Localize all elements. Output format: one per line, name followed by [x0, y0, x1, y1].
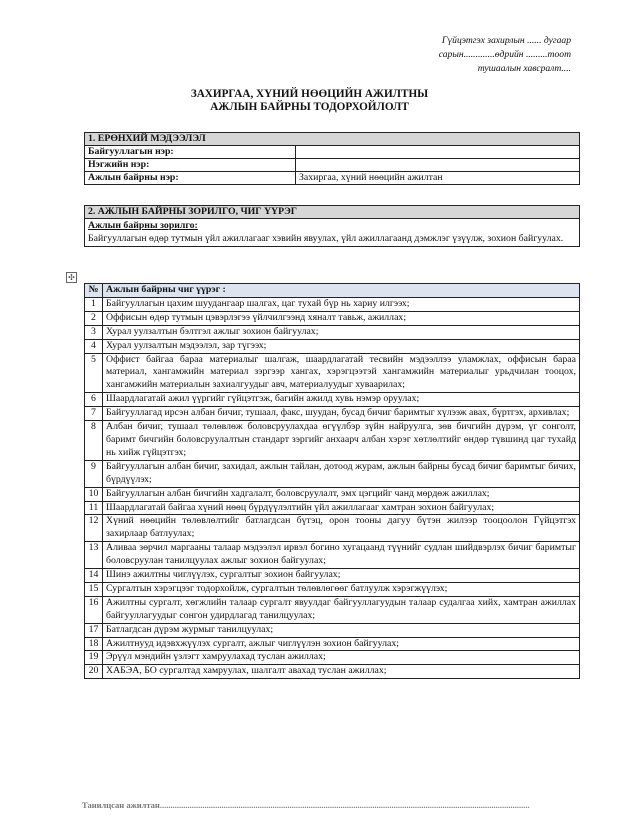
table-row	[85, 421, 580, 461]
acknowledged-employee-line: Танилцсан ажилтан..............................................................................................................................................................................	[82, 800, 530, 810]
duty-number: 20	[85, 665, 103, 679]
table-row	[85, 515, 580, 542]
purpose-section-heading: 2. АЖЛЫН БАЙРНЫ ЗОРИЛГО, ЧИГ ҮҮРЭГ	[85, 206, 580, 219]
organization-name-value[interactable]	[296, 146, 580, 159]
table-row	[85, 582, 580, 596]
purpose-cell	[85, 219, 580, 247]
table-row	[85, 665, 580, 679]
duty-number: 15	[85, 582, 103, 596]
approval-line-3: тушаалын хавсралт....	[477, 63, 571, 74]
table-row	[85, 637, 580, 651]
table-row	[85, 407, 580, 421]
approval-line-2: сарын.............өдрийн .........тоот	[438, 49, 571, 60]
table-row	[85, 339, 580, 353]
duty-text: ХАБЭА, БО сургалтад хамруулах, шалгалт авахад туслан ажиллах;	[103, 665, 580, 679]
duty-number: 4	[85, 339, 103, 353]
table-row	[85, 325, 580, 339]
document-title-line-2: АЖЛЫН БАЙРНЫ ТОДОРХОЙЛОЛТ	[210, 101, 409, 113]
table-row	[85, 542, 580, 569]
duty-number: 17	[85, 623, 103, 637]
duty-number: 19	[85, 651, 103, 665]
duty-number: 16	[85, 596, 103, 623]
duty-text: Байгууллагын цахим шуудангаар шалгах, цаг тухай бүр нь хариу илгээх;	[103, 297, 580, 311]
duties-header-number: №	[85, 284, 103, 298]
duty-text: Хурал уулзалтын бэлтгэл ажлыг зохион байгуулах;	[103, 325, 580, 339]
duty-text: Байгууллагын албан бичгийн хадгалалт, боловсруулалт, эмх цэгцийг чанд мөрдөж ажиллах;	[103, 487, 580, 501]
organization-name-label: Байгууллагын нэр:	[85, 146, 296, 159]
document-title	[0, 88, 619, 114]
table-row	[85, 311, 580, 325]
duty-number: 2	[85, 311, 103, 325]
duty-text: Байгууллагад ирсэн албан бичиг, тушаал, факс, шуудан, бусад бичиг баримтыг хүлээж авах, бүртгэх, архивлах;	[103, 407, 580, 421]
duty-text: Эрүүл мэндийн үзлэгт хамруулахад туслан ажиллах;	[103, 651, 580, 665]
table-row	[85, 569, 580, 583]
duty-text: Шинэ ажилтны чиглүүлэх, сургалтыг зохион байгуулах;	[103, 569, 580, 583]
general-info-table	[84, 132, 580, 185]
duty-number: 14	[85, 569, 103, 583]
table-move-handle-icon[interactable]: ✣	[66, 272, 77, 283]
table-row	[85, 623, 580, 637]
duty-text: Ажилтнууд идэвхжүүлэх сургалт, ажлыг чиглүүлэн зохион байгуулах;	[103, 637, 580, 651]
document-title-line-1: ЗАХИРГАА, ХҮНИЙ НӨӨЦИЙН АЖИЛТНЫ	[190, 88, 429, 100]
duty-number: 6	[85, 393, 103, 407]
duty-text: Аливаа зөрчил маргааны талаар мэдээлэл ирвэл богино хугацаанд түүнийг судлан шийдвэрлэх бичиг баримтыг боловсруулан танилцуулах ажлыг зохион байгуулах;	[103, 542, 580, 569]
position-name-value[interactable]: Захиргаа, хүний нөөцийн ажилтан	[296, 172, 580, 185]
duty-number: 1	[85, 297, 103, 311]
purpose-table	[84, 205, 580, 247]
table-row	[85, 651, 580, 665]
position-name-label: Ажлын байрны нэр:	[85, 172, 296, 185]
duties-table	[84, 283, 580, 679]
duty-number: 7	[85, 407, 103, 421]
duties-header-title: Ажлын байрны чиг үүрэг :	[103, 284, 580, 298]
duty-number: 8	[85, 421, 103, 461]
duty-number: 12	[85, 515, 103, 542]
duty-number: 5	[85, 353, 103, 393]
approval-line-1: Гүйцэтгэх захирлын ...... дугаар	[441, 35, 571, 46]
duty-text: Оффист байгаа бараа материалыг шалгаж, шаардлагатай тесвийн мэдээллээ уламжлах, оффисын бараа материал, хангамжийн материал зэргээр хангах, хэрэгцээтэй хангамжийн материалыг урьдчилан тооцох, хангамжийн материалын захиалгуудыг авч, материалуудыг хуваарилах;	[103, 353, 580, 393]
duty-number: 18	[85, 637, 103, 651]
table-row	[85, 297, 580, 311]
duty-number: 11	[85, 501, 103, 515]
approval-note	[311, 34, 571, 76]
table-row	[85, 146, 580, 159]
purpose-text: Байгууллагын өдөр тутмын үйл ажиллагааг хэвийн явуулах, үйл ажиллагаанд дэмжлэг үзүүлж, зохион байгуулах.	[88, 233, 564, 244]
purpose-title: Ажлын байрны зорилго:	[88, 220, 198, 231]
duty-number: 3	[85, 325, 103, 339]
table-row	[85, 393, 580, 407]
general-info-heading: 1. ЕРӨНХИЙ МЭДЭЭЛЭЛ	[85, 133, 580, 146]
duty-text: Хүний нөөцийн төлөвлөлтийг батлагдсан бүтэц, орон тооны дагуу бүтэн жилээр тооцоолон Гүйцэтгэх захирлаар батлуулах;	[103, 515, 580, 542]
duty-number: 9	[85, 460, 103, 487]
duty-text: Байгууллагын албан бичиг, захидал, ажлын тайлан, дотоод журам, ажлын байрны бусад бичиг баримтыг бичих, бүрдүүлэх;	[103, 460, 580, 487]
table-row	[85, 353, 580, 393]
duty-text: Шаардлагатай байгаа хүний нөөц бүрдүүлэлтийн үйл ажиллагааг хамтран зохион байгуулах;	[103, 501, 580, 515]
table-row	[85, 172, 580, 185]
unit-name-label: Нэгжийн нэр:	[85, 159, 296, 172]
duty-number: 10	[85, 487, 103, 501]
table-row	[85, 460, 580, 487]
duty-text: Сургалтын хэрэгцээг тодорхойлж, сургалтын төлөвлөгөөг батлуулж хэрэгжүүлэх;	[103, 582, 580, 596]
table-row	[85, 596, 580, 623]
unit-name-value[interactable]	[296, 159, 580, 172]
duty-text: Шаардлагатай ажил үүргийг гүйцэтгэж, багийн ажилд хувь нэмэр оруулах;	[103, 393, 580, 407]
duty-text: Ажилтны сургалт, хөгжлийн талаар сургалт явуулдаг байгууллагуудын талаар судалгаа хийх, хамтран ажиллах байгууллагуудыг сонгон удирдлагад танилцуулах;	[103, 596, 580, 623]
duty-text: Албан бичиг, тушаал төлөвлөж боловсруулахдаа өгүүлбэр зүйн найруулга, зөв бичгийн дүрэм, үг сонголт, баримт бичгийн боловсруулалтын стандарт зэргийг анхаарч албан хэрэг хөтлөлтийг өндөр түвшинд цаг тухайд нь хийж гүйцэтгэх;	[103, 421, 580, 461]
duty-number: 13	[85, 542, 103, 569]
table-row	[85, 487, 580, 501]
table-row	[85, 159, 580, 172]
duty-text: Батлагдсан дүрэм журмыг танилцуулах;	[103, 623, 580, 637]
duty-text: Хурал уулзалтын мэдээлэл, зар түгээх;	[103, 339, 580, 353]
table-row	[85, 501, 580, 515]
duty-text: Оффисын өдөр тутмын цэвэрлэгээ үйлчилгээнд хяналт тавьж, ажиллах;	[103, 311, 580, 325]
